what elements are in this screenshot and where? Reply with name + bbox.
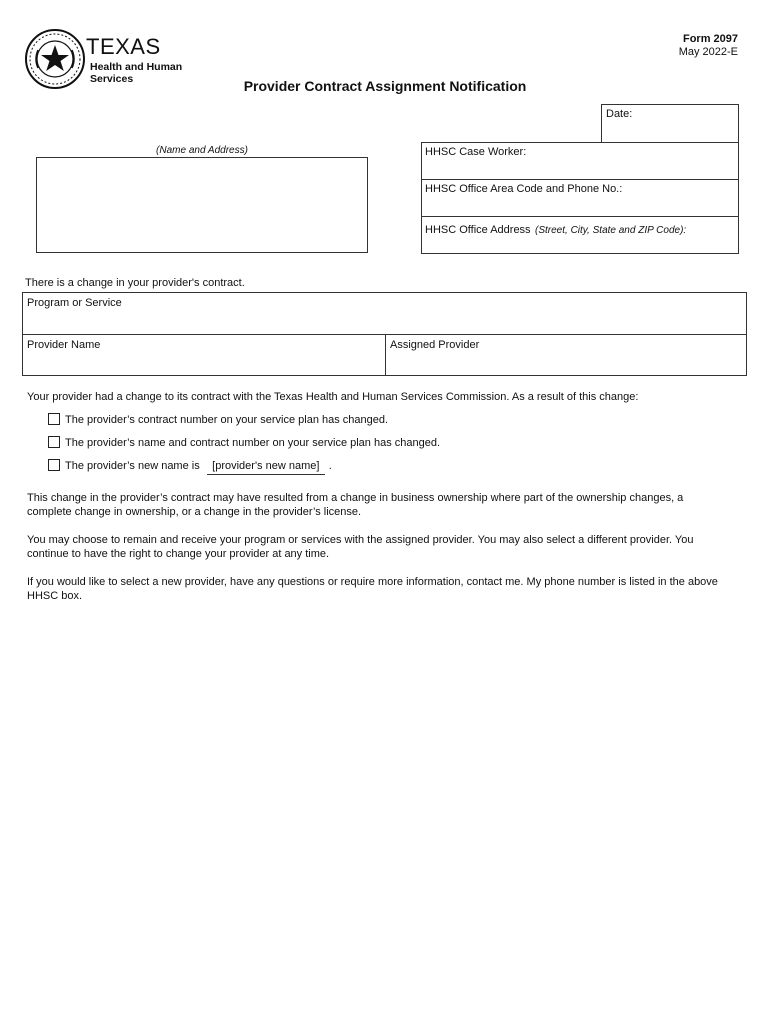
option-contract-number[interactable] [48, 413, 388, 426]
checkbox[interactable] [48, 459, 60, 471]
paragraph-choice [27, 533, 747, 561]
para3-line1: If you would like to select a new provider, have any questions or require more information, contact me. My phone number is listed in the above [27, 576, 718, 588]
form-identifier [679, 33, 738, 59]
case-worker-label: HHSC Case Worker: [425, 146, 527, 158]
paragraph-ownership [27, 491, 747, 519]
address-hint: (Street, City, State and ZIP Code): [535, 225, 687, 236]
para1-line2: complete change in ownership, or a change in the provider’s license. [27, 506, 362, 518]
address-label: HHSC Office Address [425, 224, 531, 236]
option-label: The provider’s name and contract number on your service plan has changed. [65, 437, 441, 449]
phone-label: HHSC Office Area Code and Phone No.: [425, 183, 623, 195]
assigned-provider-label: Assigned Provider [390, 339, 480, 351]
program-service-field[interactable] [22, 292, 747, 335]
logo-sub-line1: Health and Human [90, 61, 183, 73]
date-label: Date: [606, 108, 633, 120]
option-label: The provider’s new name is [65, 460, 200, 472]
logo-sub-line2: Services [90, 73, 134, 85]
date-field[interactable] [601, 104, 739, 143]
logo-wordmark: TEXAS [86, 34, 161, 59]
new-name-suffix: . [328, 460, 332, 472]
option-new-name[interactable] [48, 459, 332, 475]
new-name-input[interactable]: [provider's new name] [207, 460, 325, 475]
page-title: Provider Contract Assignment Notification [243, 78, 527, 94]
para2-line1: You may choose to remain and receive your program or services with the assigned provider. You may also select a different provider. You [27, 534, 694, 546]
checkbox[interactable] [48, 413, 60, 425]
form-date: May 2022-E [678, 46, 738, 58]
hhsc-case-worker-field[interactable] [421, 142, 739, 180]
option-label: The provider’s contract number on your service plan has changed. [65, 414, 389, 426]
para3-line2: HHSC box. [27, 590, 83, 602]
provider-name-field[interactable] [22, 334, 386, 376]
para1-line1: This change in the provider’s contract may have resulted from a change in business ownership where part of the ownership changes, a [27, 492, 684, 504]
program-label: Program or Service [27, 297, 122, 309]
form-number: Form 2097 [682, 33, 738, 45]
change-intro: There is a change in your provider's contract. [25, 277, 245, 289]
address-label-row [425, 220, 686, 238]
option-name-and-contract[interactable] [48, 436, 440, 449]
hhsc-address-field[interactable] [421, 216, 739, 254]
assigned-provider-field[interactable] [385, 334, 747, 376]
provider-name-label: Provider Name [27, 339, 101, 351]
hhsc-phone-field[interactable] [421, 179, 739, 217]
paragraph-contact [27, 575, 747, 603]
lead-paragraph: Your provider had a change to its contract with the Texas Health and Human Services Commission. As a result of this change: [27, 391, 639, 403]
para2-line2: continue to have the right to change your provider at any time. [27, 548, 330, 560]
checkbox[interactable] [48, 436, 60, 448]
name-address-field[interactable] [36, 157, 368, 253]
name-address-label: (Name and Address) [156, 145, 248, 156]
